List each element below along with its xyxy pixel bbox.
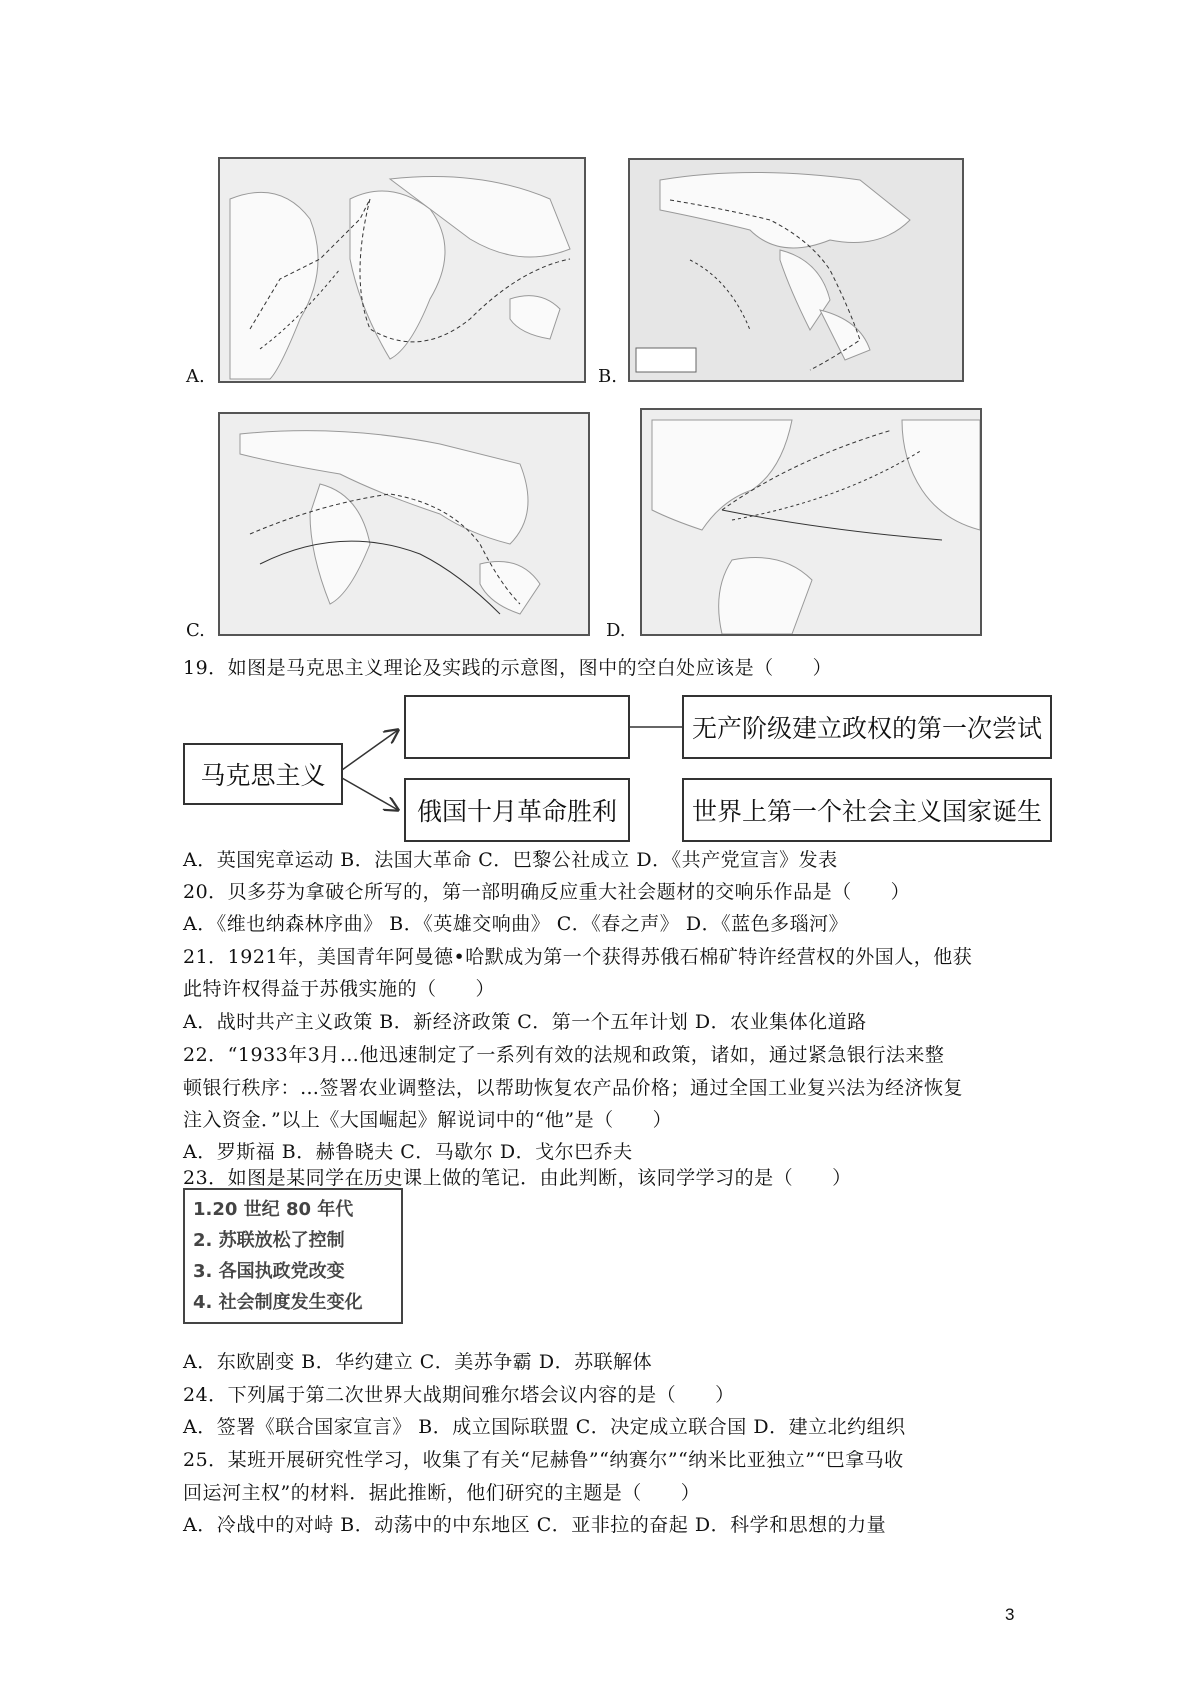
option-a-label: A. <box>186 366 205 387</box>
q25-options: A．冷战中的对峙 B．动荡中的中东地区 C．亚非拉的奋起 D．科学和思想的力量 <box>183 1514 887 1536</box>
diagram-top-right-box: 无产阶级建立政权的第一次尝试 <box>682 695 1052 759</box>
map-route-drawing <box>642 410 980 634</box>
option-c-label: C. <box>186 620 205 641</box>
note-line: 2. 苏联放松了控制 <box>193 1230 345 1251</box>
map-option-d <box>640 408 982 636</box>
diagram-bottom-mid-box: 俄国十月革命胜利 <box>404 778 630 842</box>
q22-line3: 注入资金．”以上《大国崛起》解说词中的“他”是（ ） <box>183 1109 673 1131</box>
q25-line1: 25．某班开展研究性学习，收集了有关“尼赫鲁”“纳赛尔”“纳米比亚独立”“巴拿马收 <box>183 1449 904 1471</box>
q20-options: A．《维也纳森林序曲》 B．《英雄交响曲》 C．《春之声》 D．《蓝色多瑙河》 <box>183 913 849 935</box>
q21-options: A．战时共产主义政策 B．新经济政策 C．第一个五年计划 D．农业集体化道路 <box>183 1011 867 1033</box>
q23-options: A．东欧剧变 B．华约建立 C．美苏争霸 D．苏联解体 <box>183 1351 653 1373</box>
map-route-drawing <box>630 160 962 380</box>
q22-line2: 顿银行秩序：…签署农业调整法，以帮助恢复农产品价格；通过全国工业复兴法为经济恢复 <box>183 1077 964 1099</box>
map-option-b <box>628 158 964 382</box>
map-route-drawing <box>220 159 584 381</box>
page-number: 3 <box>1005 1605 1015 1624</box>
q24-stem: 24．下列属于第二次世界大战期间雅尔塔会议内容的是（ ） <box>183 1384 735 1406</box>
q21-stem-line2: 此特许权得益于苏俄实施的（ ） <box>183 978 496 1000</box>
q19-options: A．英国宪章运动 B．法国大革命 C．巴黎公社成立 D．《共产党宣言》发表 <box>183 849 838 871</box>
note-line: 1.20 世纪 80 年代 <box>193 1199 354 1220</box>
option-b-label: B. <box>598 366 617 387</box>
q22-options: A．罗斯福 B．赫鲁晓夫 C．马歇尔 D．戈尔巴乔夫 <box>183 1141 633 1163</box>
q24-options: A．签署《联合国家宣言》 B．成立国际联盟 C．决定成立联合国 D．建立北约组织 <box>183 1416 906 1438</box>
q20-stem: 20．贝多芬为拿破仑所写的，第一部明确反应重大社会题材的交响乐作品是（ ） <box>183 881 911 903</box>
note-line: 3. 各国执政党改变 <box>193 1261 345 1282</box>
option-d-label: D. <box>606 620 626 641</box>
map-option-a <box>218 157 586 383</box>
diagram-blank-box <box>404 695 630 759</box>
map-route-drawing <box>220 414 588 634</box>
q23-note-card <box>183 1188 403 1324</box>
diagram-bottom-right-box: 世界上第一个社会主义国家诞生 <box>682 778 1052 842</box>
q21-stem-line1: 21．1921年，美国青年阿曼德•哈默成为第一个获得苏俄石棉矿特许经营权的外国人，他获 <box>183 946 973 968</box>
q25-line2: 回运河主权”的材料．据此推断，他们研究的主题是（ ） <box>183 1482 701 1504</box>
note-line: 4. 社会制度发生变化 <box>193 1292 363 1313</box>
diagram-root-box: 马克思主义 <box>183 743 343 805</box>
q23-stem: 23．如图是某同学在历史课上做的笔记．由此判断，该同学学习的是（ ） <box>183 1167 852 1189</box>
q22-line1: 22．“1933年3月…他迅速制定了一系列有效的法规和政策，诸如，通过紧急银行法来整 <box>183 1044 945 1066</box>
q19-stem: 19．如图是马克思主义理论及实践的示意图，图中的空白处应该是（ ） <box>183 657 833 679</box>
map-option-c <box>218 412 590 636</box>
